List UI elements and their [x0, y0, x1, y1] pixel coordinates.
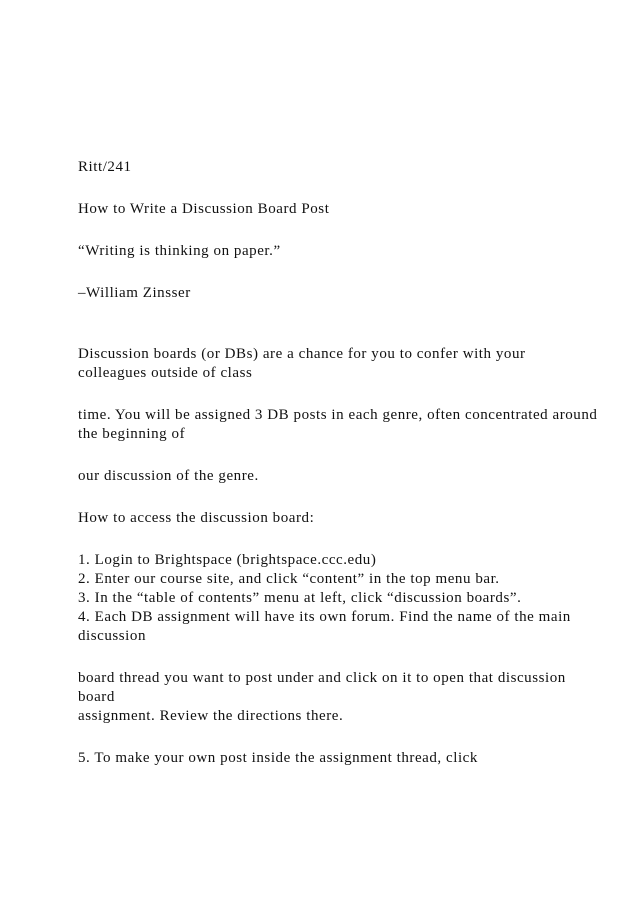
step-4-continued: board thread you want to post under and click on it to open that discussion board [78, 670, 571, 705]
intro-paragraph-line-3: our discussion of the genre. [78, 468, 259, 484]
epigraph-quote: “Writing is thinking on paper.” [78, 243, 281, 259]
step-4: 4. Each DB assignment will have its own forum. Find the name of the main discussion [78, 609, 576, 644]
step-5: 5. To make your own post inside the assignment thread, click [78, 750, 478, 766]
document-body [78, 158, 602, 768]
intro-paragraph-line-1: Discussion boards (or DBs) are a chance for you to confer with your colleagues outside of class [78, 346, 530, 381]
intro-paragraph-line-2: time. You will be assigned 3 DB posts in each genre, often concentrated around the beginning of [78, 407, 602, 442]
epigraph-author: –William Zinsser [78, 285, 191, 301]
step-4-end: assignment. Review the directions there. [78, 708, 344, 724]
step-3: 3. In the “table of contents” menu at left, click “discussion boards”. [78, 590, 522, 606]
course-code: Ritt/241 [78, 159, 132, 175]
step-1: 1. Login to Brightspace (brightspace.ccc.edu) [78, 552, 377, 568]
step-2: 2. Enter our course site, and click “content” in the top menu bar. [78, 571, 500, 587]
access-heading: How to access the discussion board: [78, 510, 315, 526]
document-title: How to Write a Discussion Board Post [78, 201, 330, 217]
